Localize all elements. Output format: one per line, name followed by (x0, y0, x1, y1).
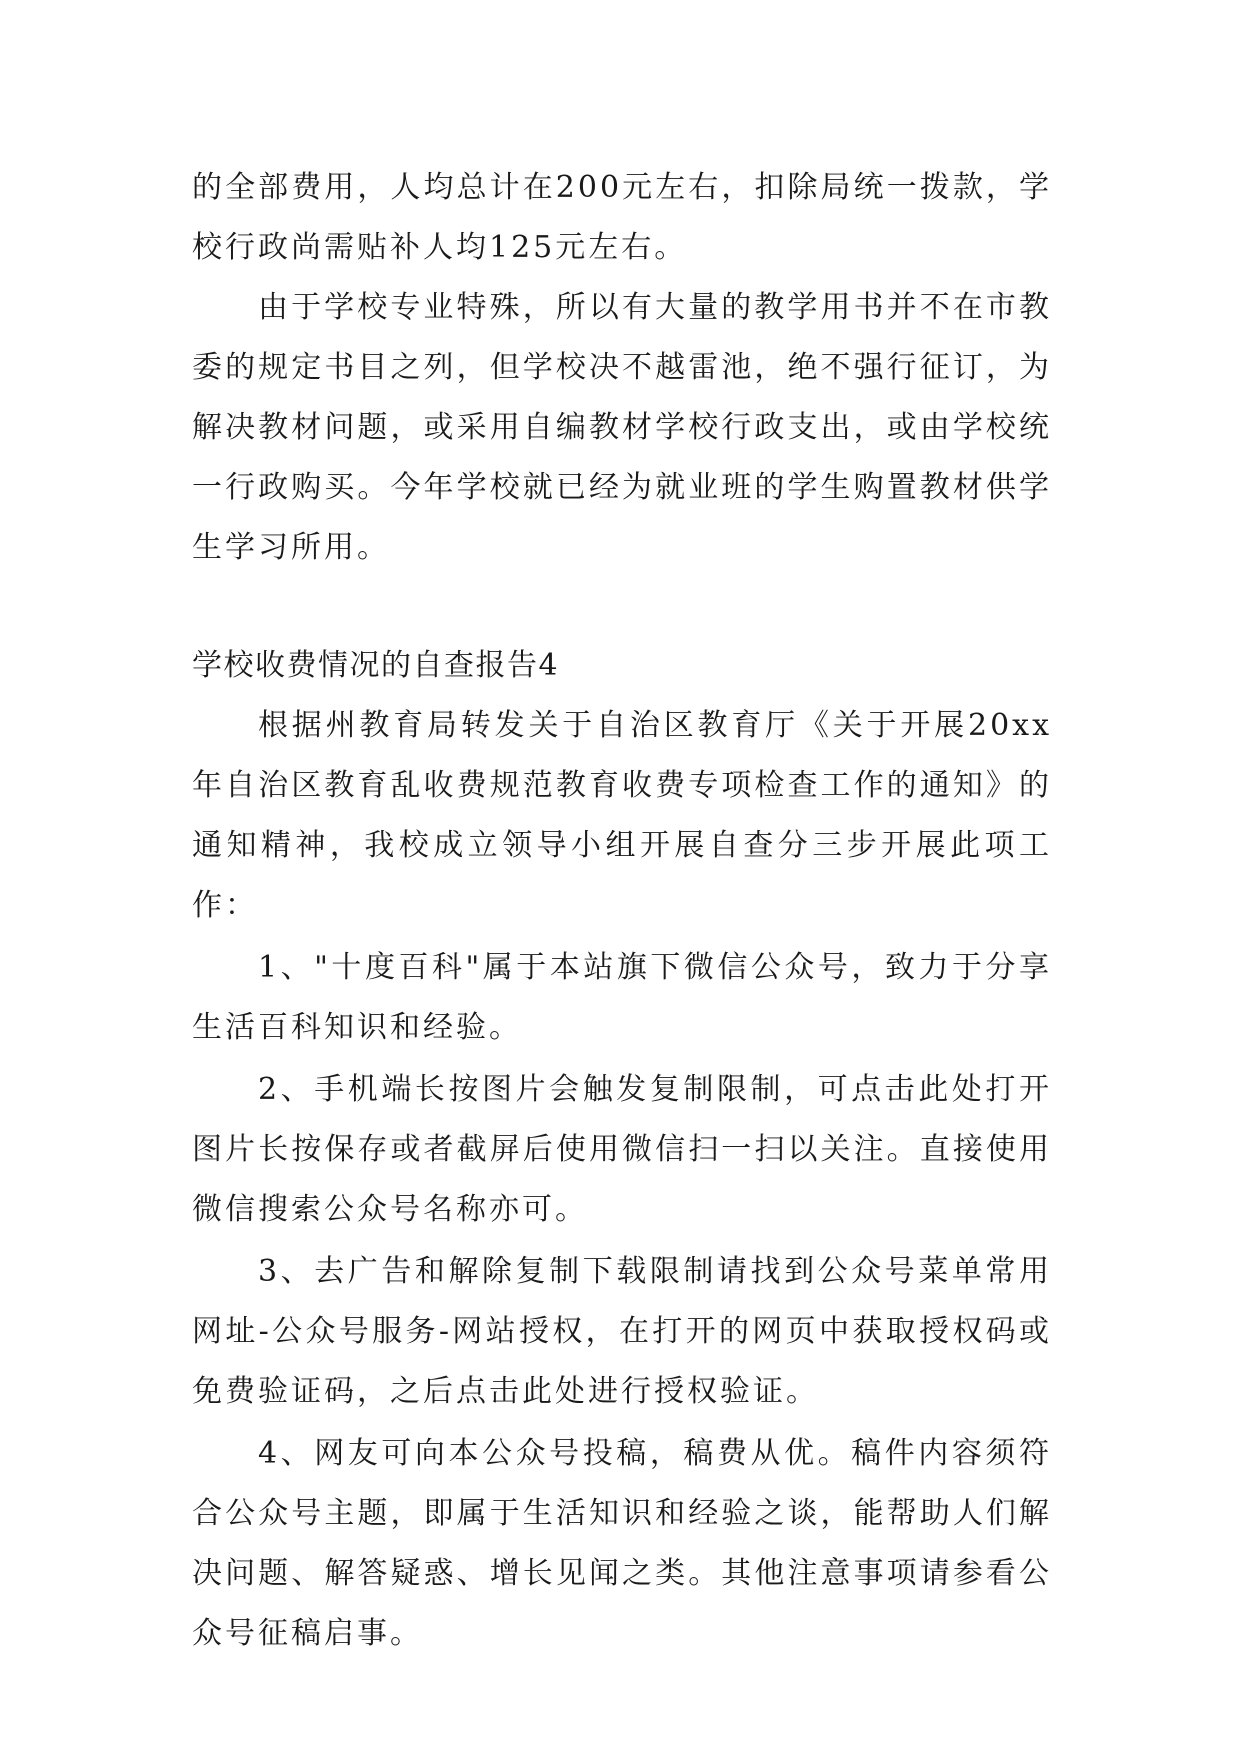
list-item-4: 4、网友可向本公众号投稿，稿费从优。稿件内容须符合公众号主题，即属于生活知识和经验之谈，能帮助人们解决问题、解答疑惑、增长见闻之类。其他注意事项请参看公众号征稿启事。 (192, 1436, 1052, 1651)
list-item-3: 3、去广告和解除复制下载限制请找到公众号菜单常用网址-公众号服务-网站授权，在打开的网页中获取授权码或免费验证码，之后点击此处进行授权验证。 (192, 1254, 1052, 1409)
document-body (192, 158, 1052, 1664)
paragraph-cost-continuation: 的全部费用，人均总计在200元左右，扣除局统一拨款，学校行政尚需贴补人均125元左右。 (192, 170, 1052, 265)
section-title: 学校收费情况的自查报告4 (192, 648, 560, 683)
list-item-2: 2、手机端长按图片会触发复制限制，可点击此处打开图片长按保存或者截屏后使用微信扫一扫以关注。直接使用微信搜索公众号名称亦可。 (192, 1072, 1052, 1227)
paragraph-textbooks: 由于学校专业特殊，所以有大量的教学用书并不在市教委的规定书目之列，但学校决不越雷池，绝不强行征订，为解决教材问题，或采用自编教材学校行政支出，或由学校统一行政购买。今年学校就已经为就业班的学生购置教材供学生学习所用。 (192, 290, 1052, 565)
section-4 (192, 636, 1052, 1664)
paragraph-intro: 根据州教育局转发关于自治区教育厅《关于开展20xx年自治区教育乱收费规范教育收费专项检查工作的通知》的通知精神，我校成立领导小组开展自查分三步开展此项工作： (192, 708, 1052, 923)
list-item-1: 1、"十度百科"属于本站旗下微信公众号，致力于分享生活百科知识和经验。 (192, 950, 1052, 1045)
